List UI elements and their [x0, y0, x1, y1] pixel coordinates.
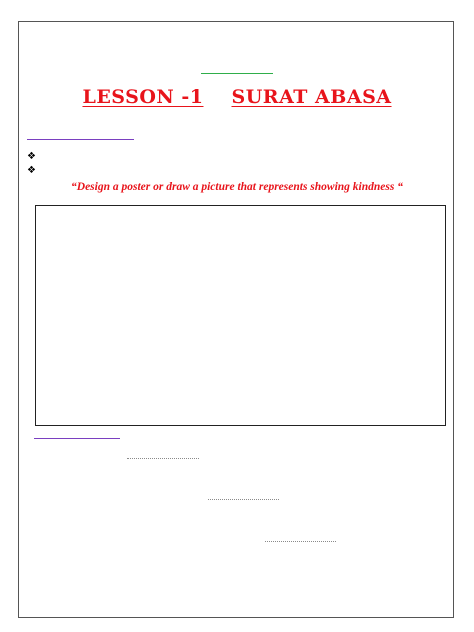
activity-instruction: “Design a poster or draw a picture that represents showing kindness “	[71, 181, 403, 193]
answer-blank[interactable]	[265, 541, 336, 542]
lesson-number: LESSON -1	[82, 86, 204, 108]
drawing-area[interactable]	[35, 205, 446, 426]
section-underline-top	[27, 139, 134, 140]
diamond-bullet-icon: ❖	[27, 151, 36, 162]
section-underline-bottom	[34, 438, 120, 439]
diamond-bullet-icon: ❖	[27, 165, 36, 176]
heading-underline	[201, 73, 273, 74]
answer-blank[interactable]	[208, 499, 279, 500]
lesson-title	[0, 86, 474, 108]
surah-name: SURAT ABASA	[231, 86, 392, 108]
answer-blank[interactable]	[127, 458, 199, 459]
